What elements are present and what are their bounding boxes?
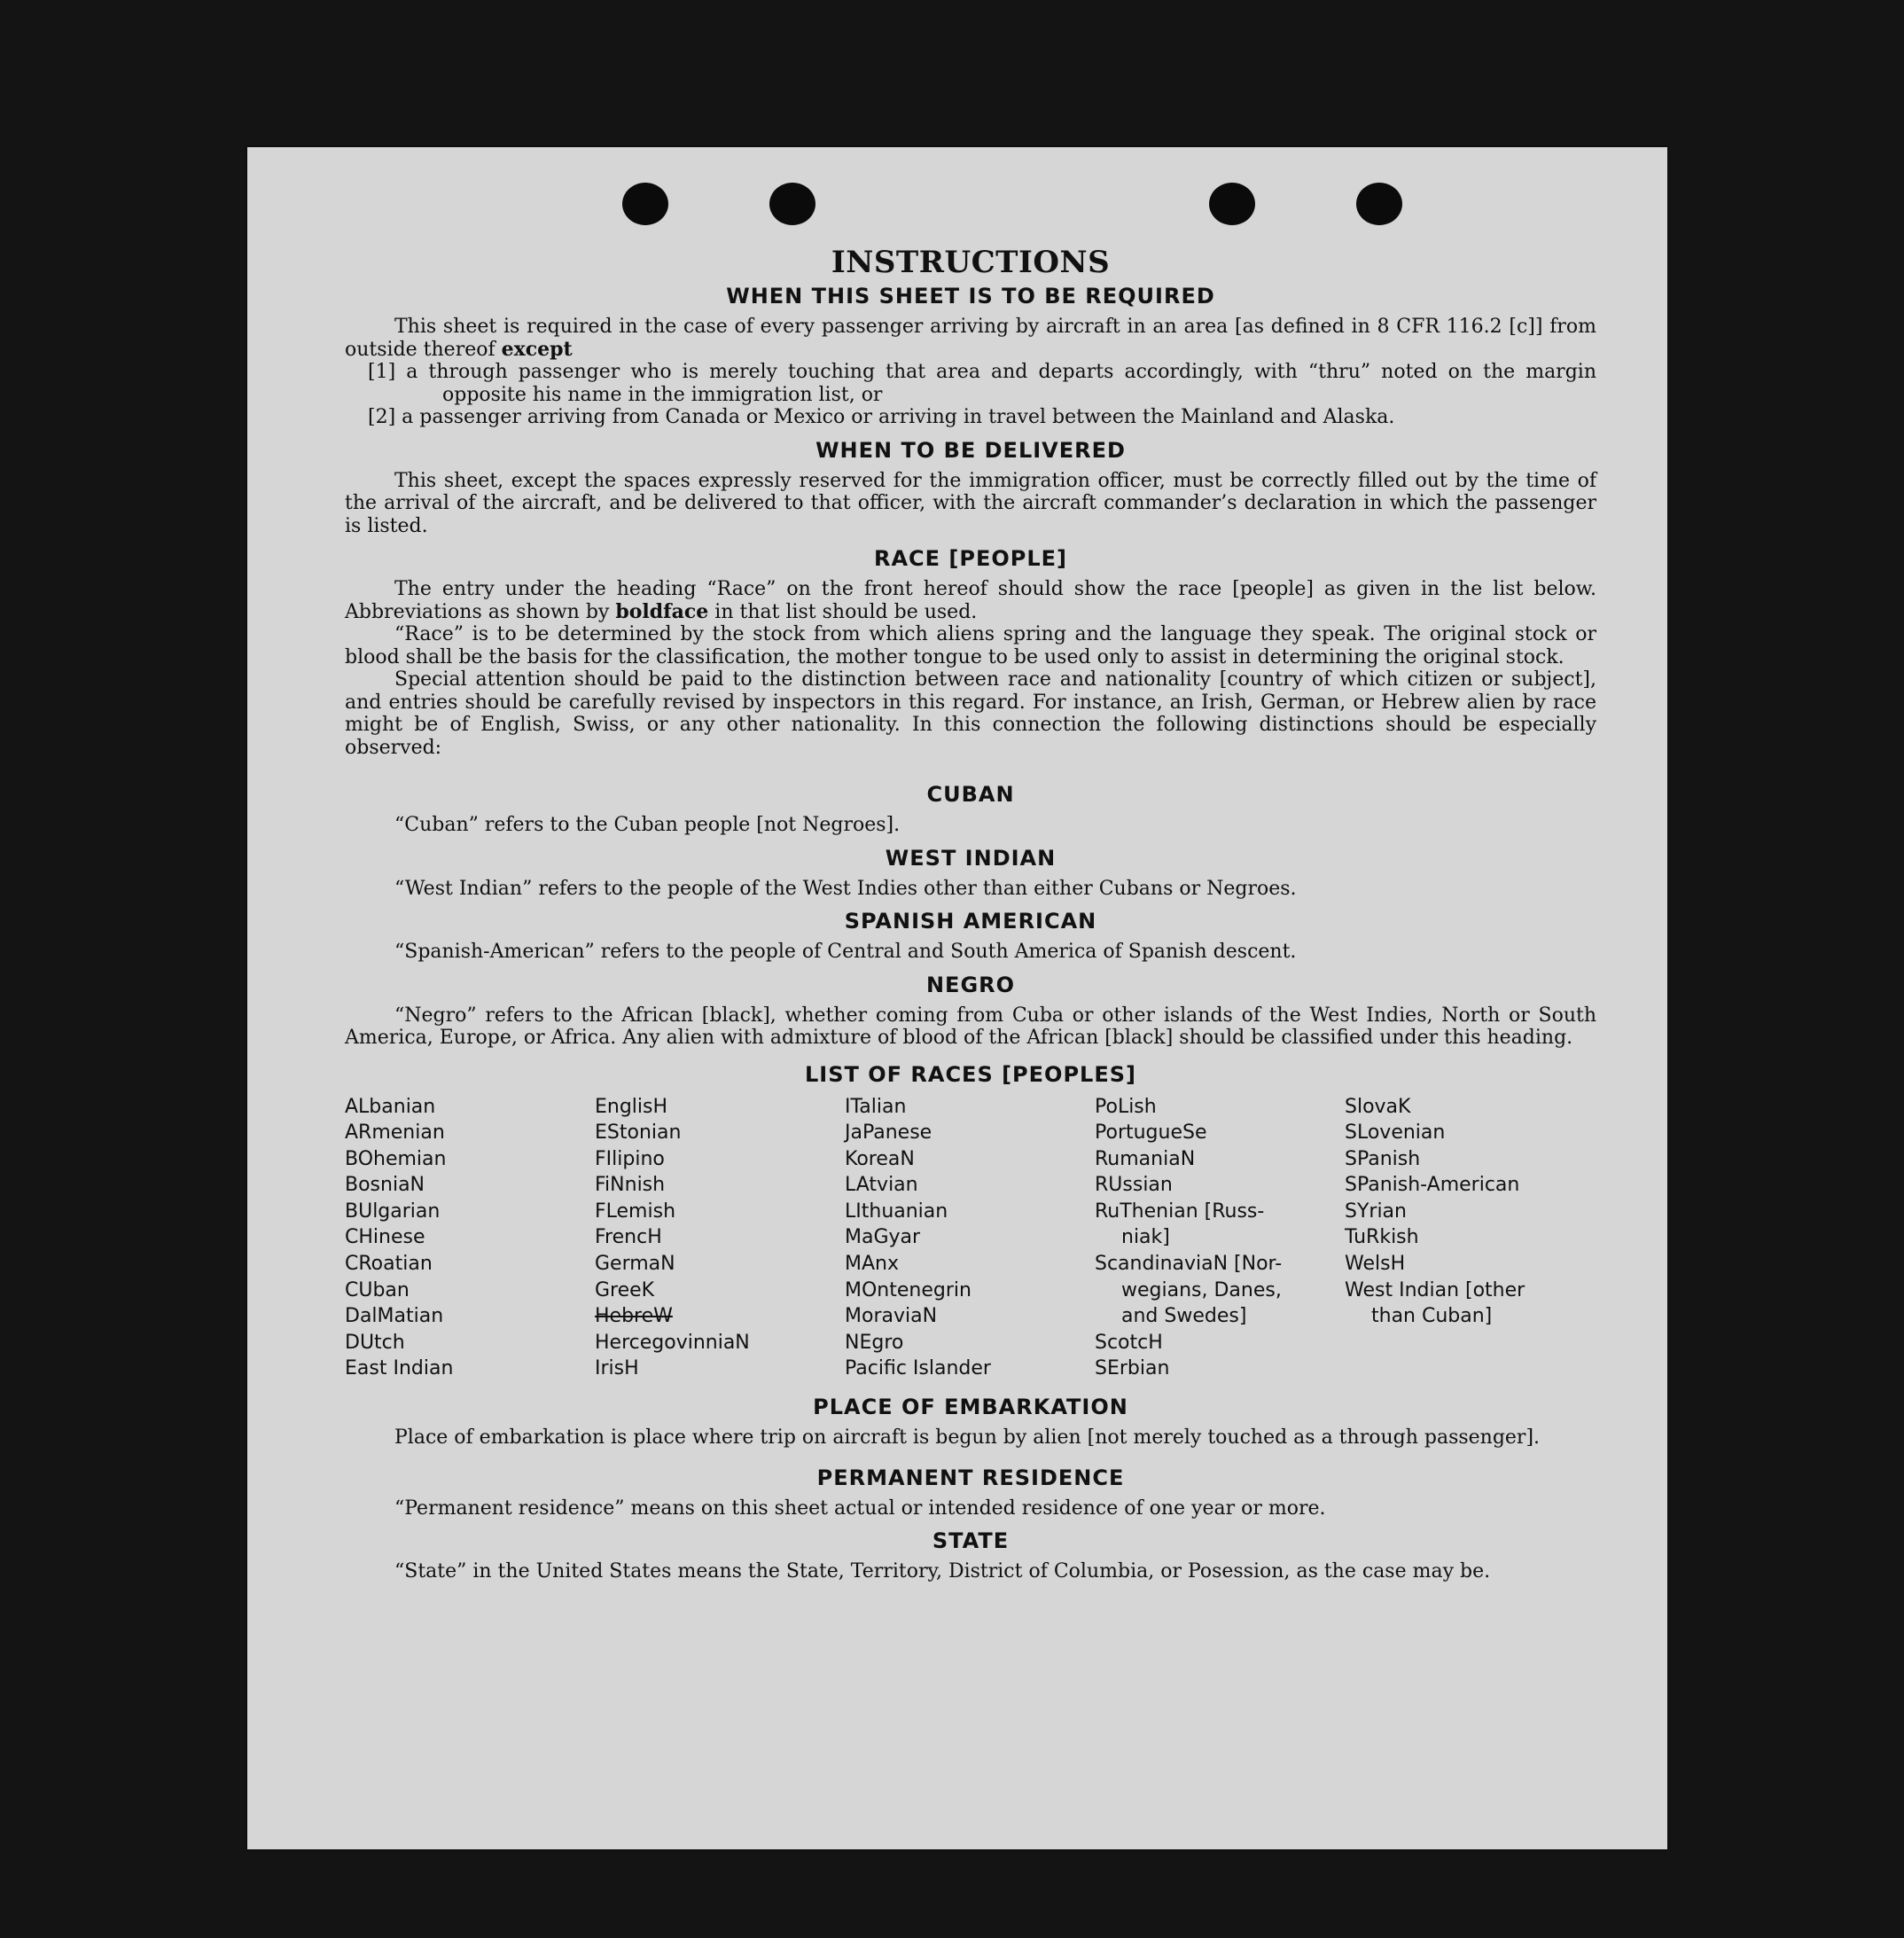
- required-intro: This sheet is required in the case of every passenger arriving by aircraft in an area [as defined in 8 CFR 116.2 [c]] from outside thereof except: [345, 316, 1596, 361]
- heading-race: RACE [PEOPLE]: [873, 546, 1068, 571]
- race-item: DalMatian: [345, 1305, 444, 1328]
- race-item: ALbanian: [345, 1095, 436, 1118]
- spanish-american-text: “Spanish-American” refers to the people of Central and South America of Spanish descent.: [394, 941, 1297, 963]
- race-item: CUban: [345, 1278, 410, 1301]
- race-item: JaPanese: [845, 1121, 932, 1145]
- race-item: SLovenian: [1345, 1121, 1446, 1145]
- race-item-continued: niak]: [1121, 1226, 1170, 1249]
- race-item: Pacific Islander: [845, 1357, 991, 1380]
- race-item: ITalian: [845, 1095, 907, 1118]
- heading-spanish-american: SPANISH AMERICAN: [844, 909, 1097, 934]
- race-paragraph-3: Special attention should be paid to the distinction between race and nationality [country of which citizen or subject], and entries should be carefully revised by inspectors in this regard. For instance, an Irish, German, or Hebrew alien by race might be of English, Swiss, or any other nationality. In this connection the following distinctions should be especially observed:: [345, 668, 1596, 759]
- embarkation-text: Place of embarkation is place where trip on aircraft is begun by alien [not merely touched as a through passenger].: [394, 1426, 1541, 1450]
- heading-place-of-embarkation: PLACE OF EMBARKATION: [813, 1395, 1128, 1420]
- race-item: RuThenian [Russ-: [1095, 1200, 1265, 1223]
- race-item: FiNnish: [595, 1174, 666, 1197]
- residence-text: “Permanent residence” means on this sheet actual or intended residence of one year or more.: [394, 1496, 1326, 1520]
- required-item-1: [1] a through passenger who is merely touching that area and departs accordingly, with “thru” noted on the margin opposite his name in the immigration list, or: [368, 361, 1596, 406]
- race-item: BosniaN: [345, 1174, 425, 1197]
- race-item: KoreaN: [845, 1147, 915, 1170]
- race-paragraph-2: “Race” is to be determined by the stock from which aliens spring and the language they speak. The original stock or blood shall be the basis for the classification, the mother tongue to be used only to assist in determining the original stock.: [345, 623, 1596, 668]
- punch-hole: [1209, 183, 1255, 225]
- instructions-content: [345, 245, 1596, 1583]
- race-item-continued: and Swedes]: [1121, 1305, 1247, 1328]
- race-item: FrencH: [595, 1226, 662, 1249]
- race-item: GreeK: [595, 1278, 655, 1301]
- race-item: EnglisH: [595, 1095, 668, 1118]
- race-item: ScotcH: [1095, 1331, 1163, 1354]
- heading-permanent-residence: PERMANENT RESIDENCE: [816, 1465, 1125, 1490]
- heading-west-indian: WEST INDIAN: [885, 845, 1057, 871]
- required-item-2: [2] a passenger arriving from Canada or Mexico or arriving in travel between the Mainland and Alaska.: [368, 406, 1395, 428]
- heading-cuban: CUBAN: [926, 782, 1015, 807]
- races-column-4: [1095, 1094, 1345, 1383]
- races-column-1: [345, 1094, 595, 1383]
- race-item: IrisH: [595, 1357, 639, 1380]
- race-item: GermaN: [595, 1253, 675, 1276]
- race-item: FLemish: [595, 1200, 676, 1223]
- heading-list-of-races: LIST OF RACES [PEOPLES]: [805, 1061, 1136, 1087]
- race-item: ScandinaviaN [Nor-: [1095, 1253, 1283, 1276]
- races-column-5: [1345, 1094, 1595, 1383]
- delivered-text: This sheet, except the spaces expressly reserved for the immigration officer, must be correctly filled out by the time of the arrival of the aircraft, and be delivered to that officer, with the aircraft commander’s declaration in which the passenger is listed.: [345, 469, 1596, 537]
- race-item: PortugueSe: [1095, 1121, 1207, 1145]
- race-item: SlovaK: [1345, 1095, 1411, 1118]
- race-item: DUtch: [345, 1331, 405, 1354]
- races-column-2: [595, 1094, 845, 1383]
- race-paragraph-1: The entry under the heading “Race” on the front hereof should show the race [people] as given in the list below. Abbreviations as shown by boldface in that list should be used.: [345, 578, 1596, 623]
- race-item: ARmenian: [345, 1121, 445, 1145]
- punch-hole: [622, 183, 668, 225]
- race-item: East Indian: [345, 1357, 454, 1380]
- heading-state: STATE: [932, 1528, 1010, 1554]
- race-item: FIlipino: [595, 1147, 665, 1170]
- race-item: MoraviaN: [845, 1305, 938, 1328]
- races-list: [345, 1094, 1596, 1383]
- heading-negro: NEGRO: [925, 972, 1016, 997]
- punch-hole: [769, 183, 815, 225]
- race-item: NEgro: [845, 1331, 904, 1354]
- heading-when-required: WHEN THIS SHEET IS TO BE REQUIRED: [726, 284, 1215, 309]
- state-text: “State” in the United States means the State, Territory, District of Columbia, or Posession, as the case may be.: [394, 1560, 1491, 1583]
- race-item: WelsH: [1345, 1253, 1406, 1276]
- race-item: MOntenegrin: [845, 1278, 972, 1301]
- race-item: SPanish-American: [1345, 1174, 1520, 1197]
- race-item: PoLish: [1095, 1095, 1157, 1118]
- document-sheet: [247, 147, 1667, 1849]
- page-title: INSTRUCTIONS: [831, 245, 1111, 280]
- race-item: SYrian: [1345, 1200, 1407, 1223]
- race-item-struck: HebreW: [595, 1305, 673, 1328]
- race-item-continued: wegians, Danes,: [1121, 1278, 1282, 1301]
- races-column-3: [845, 1094, 1095, 1383]
- cuban-text: “Cuban” refers to the Cuban people [not Negroes].: [394, 814, 901, 836]
- negro-text: “Negro” refers to the African [black], whether coming from Cuba or other islands of the West Indies, North or South America, Europe, or Africa. Any alien with admixture of blood of the African [black] should be classified under this heading.: [345, 1004, 1596, 1049]
- punch-hole: [1356, 183, 1402, 225]
- race-item: CRoatian: [345, 1253, 433, 1276]
- race-item: TuRkish: [1345, 1226, 1419, 1249]
- race-item: SPanish: [1345, 1147, 1421, 1170]
- race-item-continued: than Cuban]: [1371, 1305, 1493, 1328]
- race-item: MaGyar: [845, 1226, 921, 1249]
- west-indian-text: “West Indian” refers to the people of the West Indies other than either Cubans or Negroes.: [394, 877, 1297, 900]
- race-item: RUssian: [1095, 1174, 1173, 1197]
- race-item: BUlgarian: [345, 1200, 441, 1223]
- race-item: SErbian: [1095, 1357, 1170, 1380]
- race-item: RumaniaN: [1095, 1147, 1196, 1170]
- race-item: CHinese: [345, 1226, 425, 1249]
- race-item: BOhemian: [345, 1147, 447, 1170]
- race-item: LAtvian: [845, 1174, 918, 1197]
- race-item: West Indian [other: [1345, 1278, 1526, 1301]
- race-item: HercegovinniaN: [595, 1331, 750, 1354]
- race-item: EStonian: [595, 1121, 682, 1145]
- race-item: MAnx: [845, 1253, 899, 1276]
- race-item: LIthuanian: [845, 1200, 948, 1223]
- heading-when-delivered: WHEN TO BE DELIVERED: [815, 437, 1126, 463]
